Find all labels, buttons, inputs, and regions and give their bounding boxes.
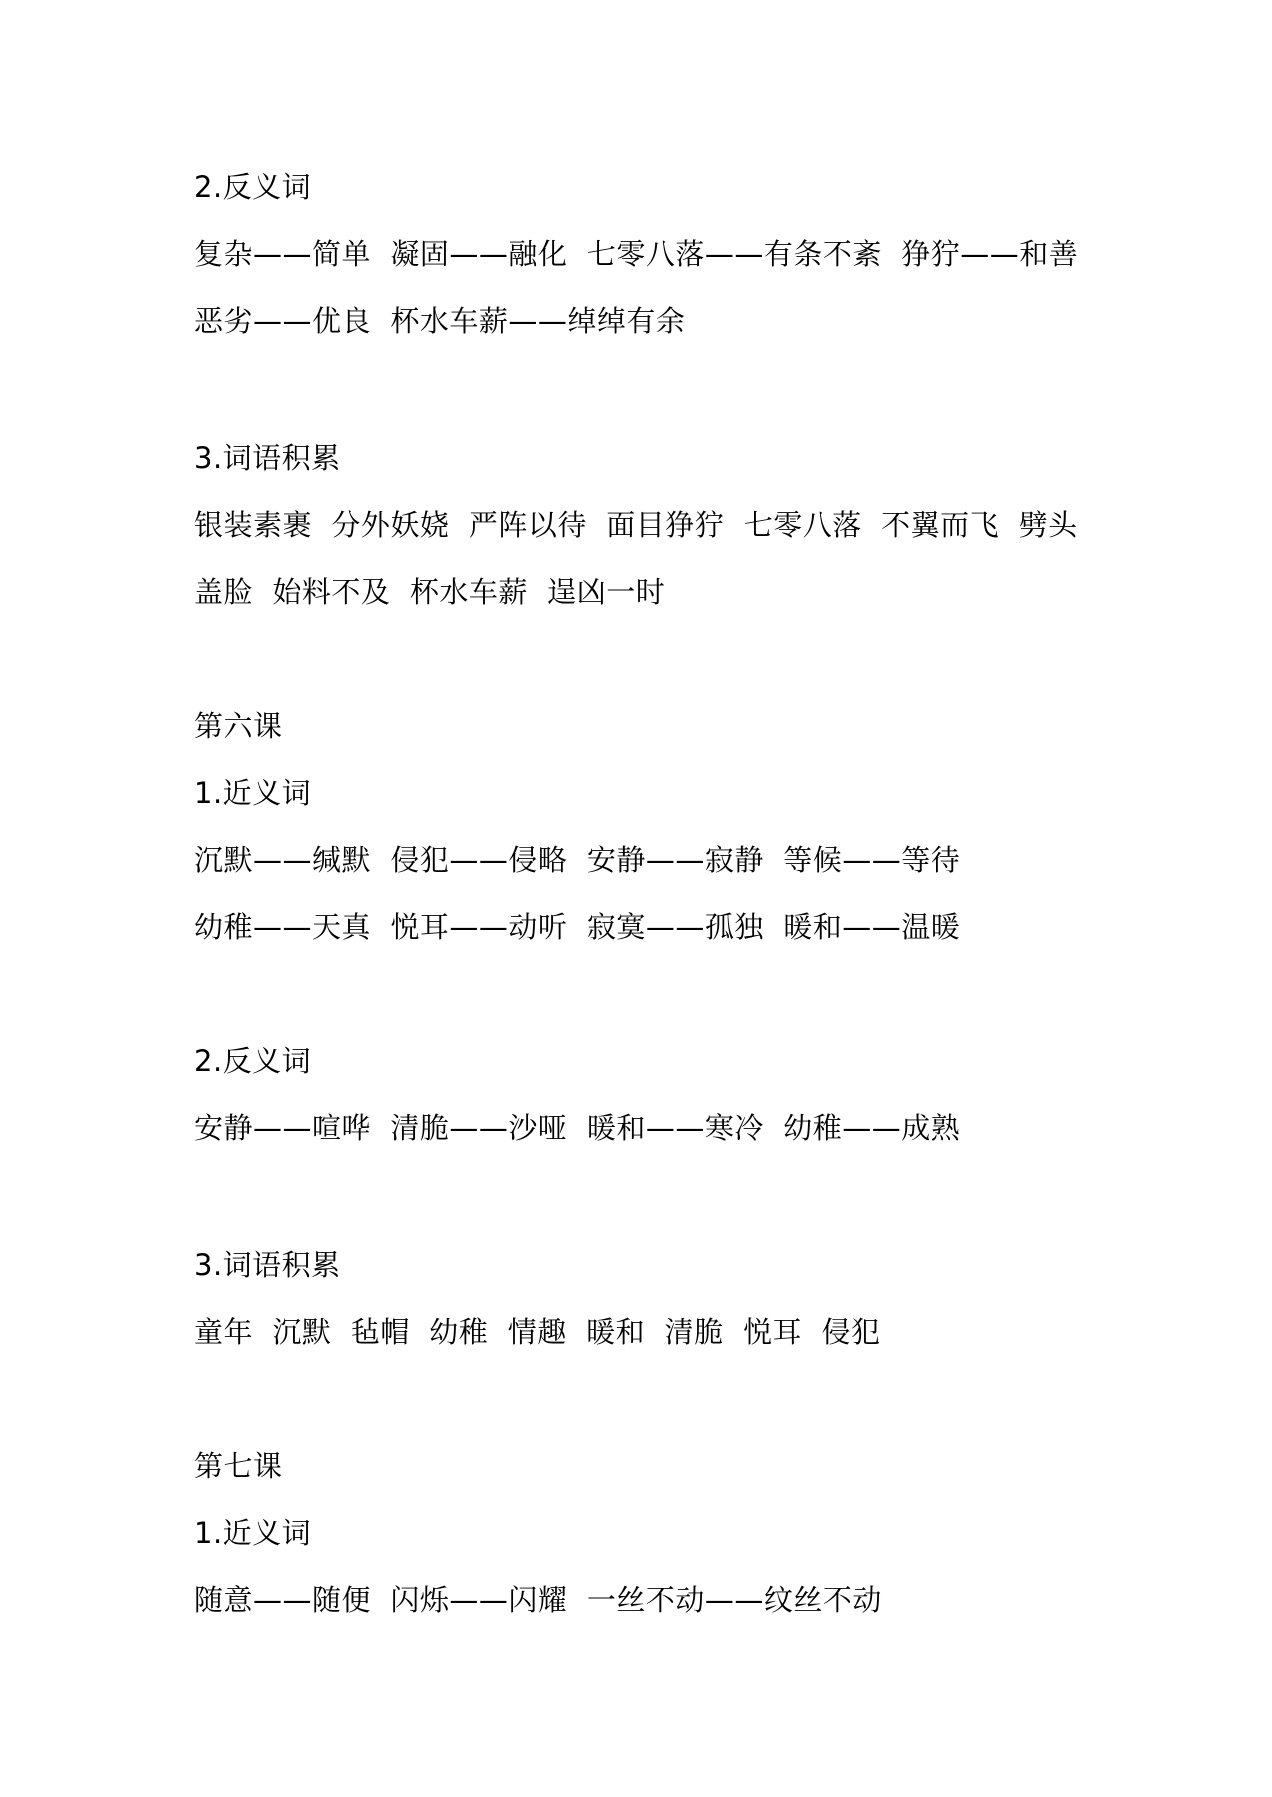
word-line: 安静——喧哗 清脆——沙哑 暖和——寒冷 幼稚——成熟: [194, 1111, 961, 1145]
word-line: 银装素裹 分外妖娆 严阵以待 面目狰狞 七零八落 不翼而飞 劈头: [194, 508, 1078, 542]
word-line: 恶劣——优良 杯水车薪——绰绰有余: [194, 304, 686, 338]
section-heading: 3.词语积累: [194, 441, 341, 475]
word-line: 复杂——简单 凝固——融化 七零八落——有条不紊 狰狞——和善: [194, 237, 1079, 271]
word-line: 盖脸 始料不及 杯水车薪 逞凶一时: [194, 575, 666, 609]
lesson-title: 第七课: [194, 1449, 283, 1483]
section-heading: 1.近义词: [194, 1516, 312, 1550]
word-line: 随意——随便 闪烁——闪耀 一丝不动——纹丝不动: [194, 1583, 882, 1617]
word-line: 幼稚——天真 悦耳——动听 寂寞——孤独 暖和——温暖: [194, 910, 961, 944]
section-heading: 2.反义词: [194, 170, 312, 204]
section-heading: 2.反义词: [194, 1044, 312, 1078]
section-heading: 3.词语积累: [194, 1248, 341, 1282]
word-line: 童年 沉默 毡帽 幼稚 情趣 暖和 清脆 悦耳 侵犯: [194, 1315, 881, 1349]
lesson-title: 第六课: [194, 709, 283, 743]
section-heading: 1.近义词: [194, 776, 312, 810]
word-line: 沉默——缄默 侵犯——侵略 安静——寂静 等候——等待: [194, 843, 961, 877]
